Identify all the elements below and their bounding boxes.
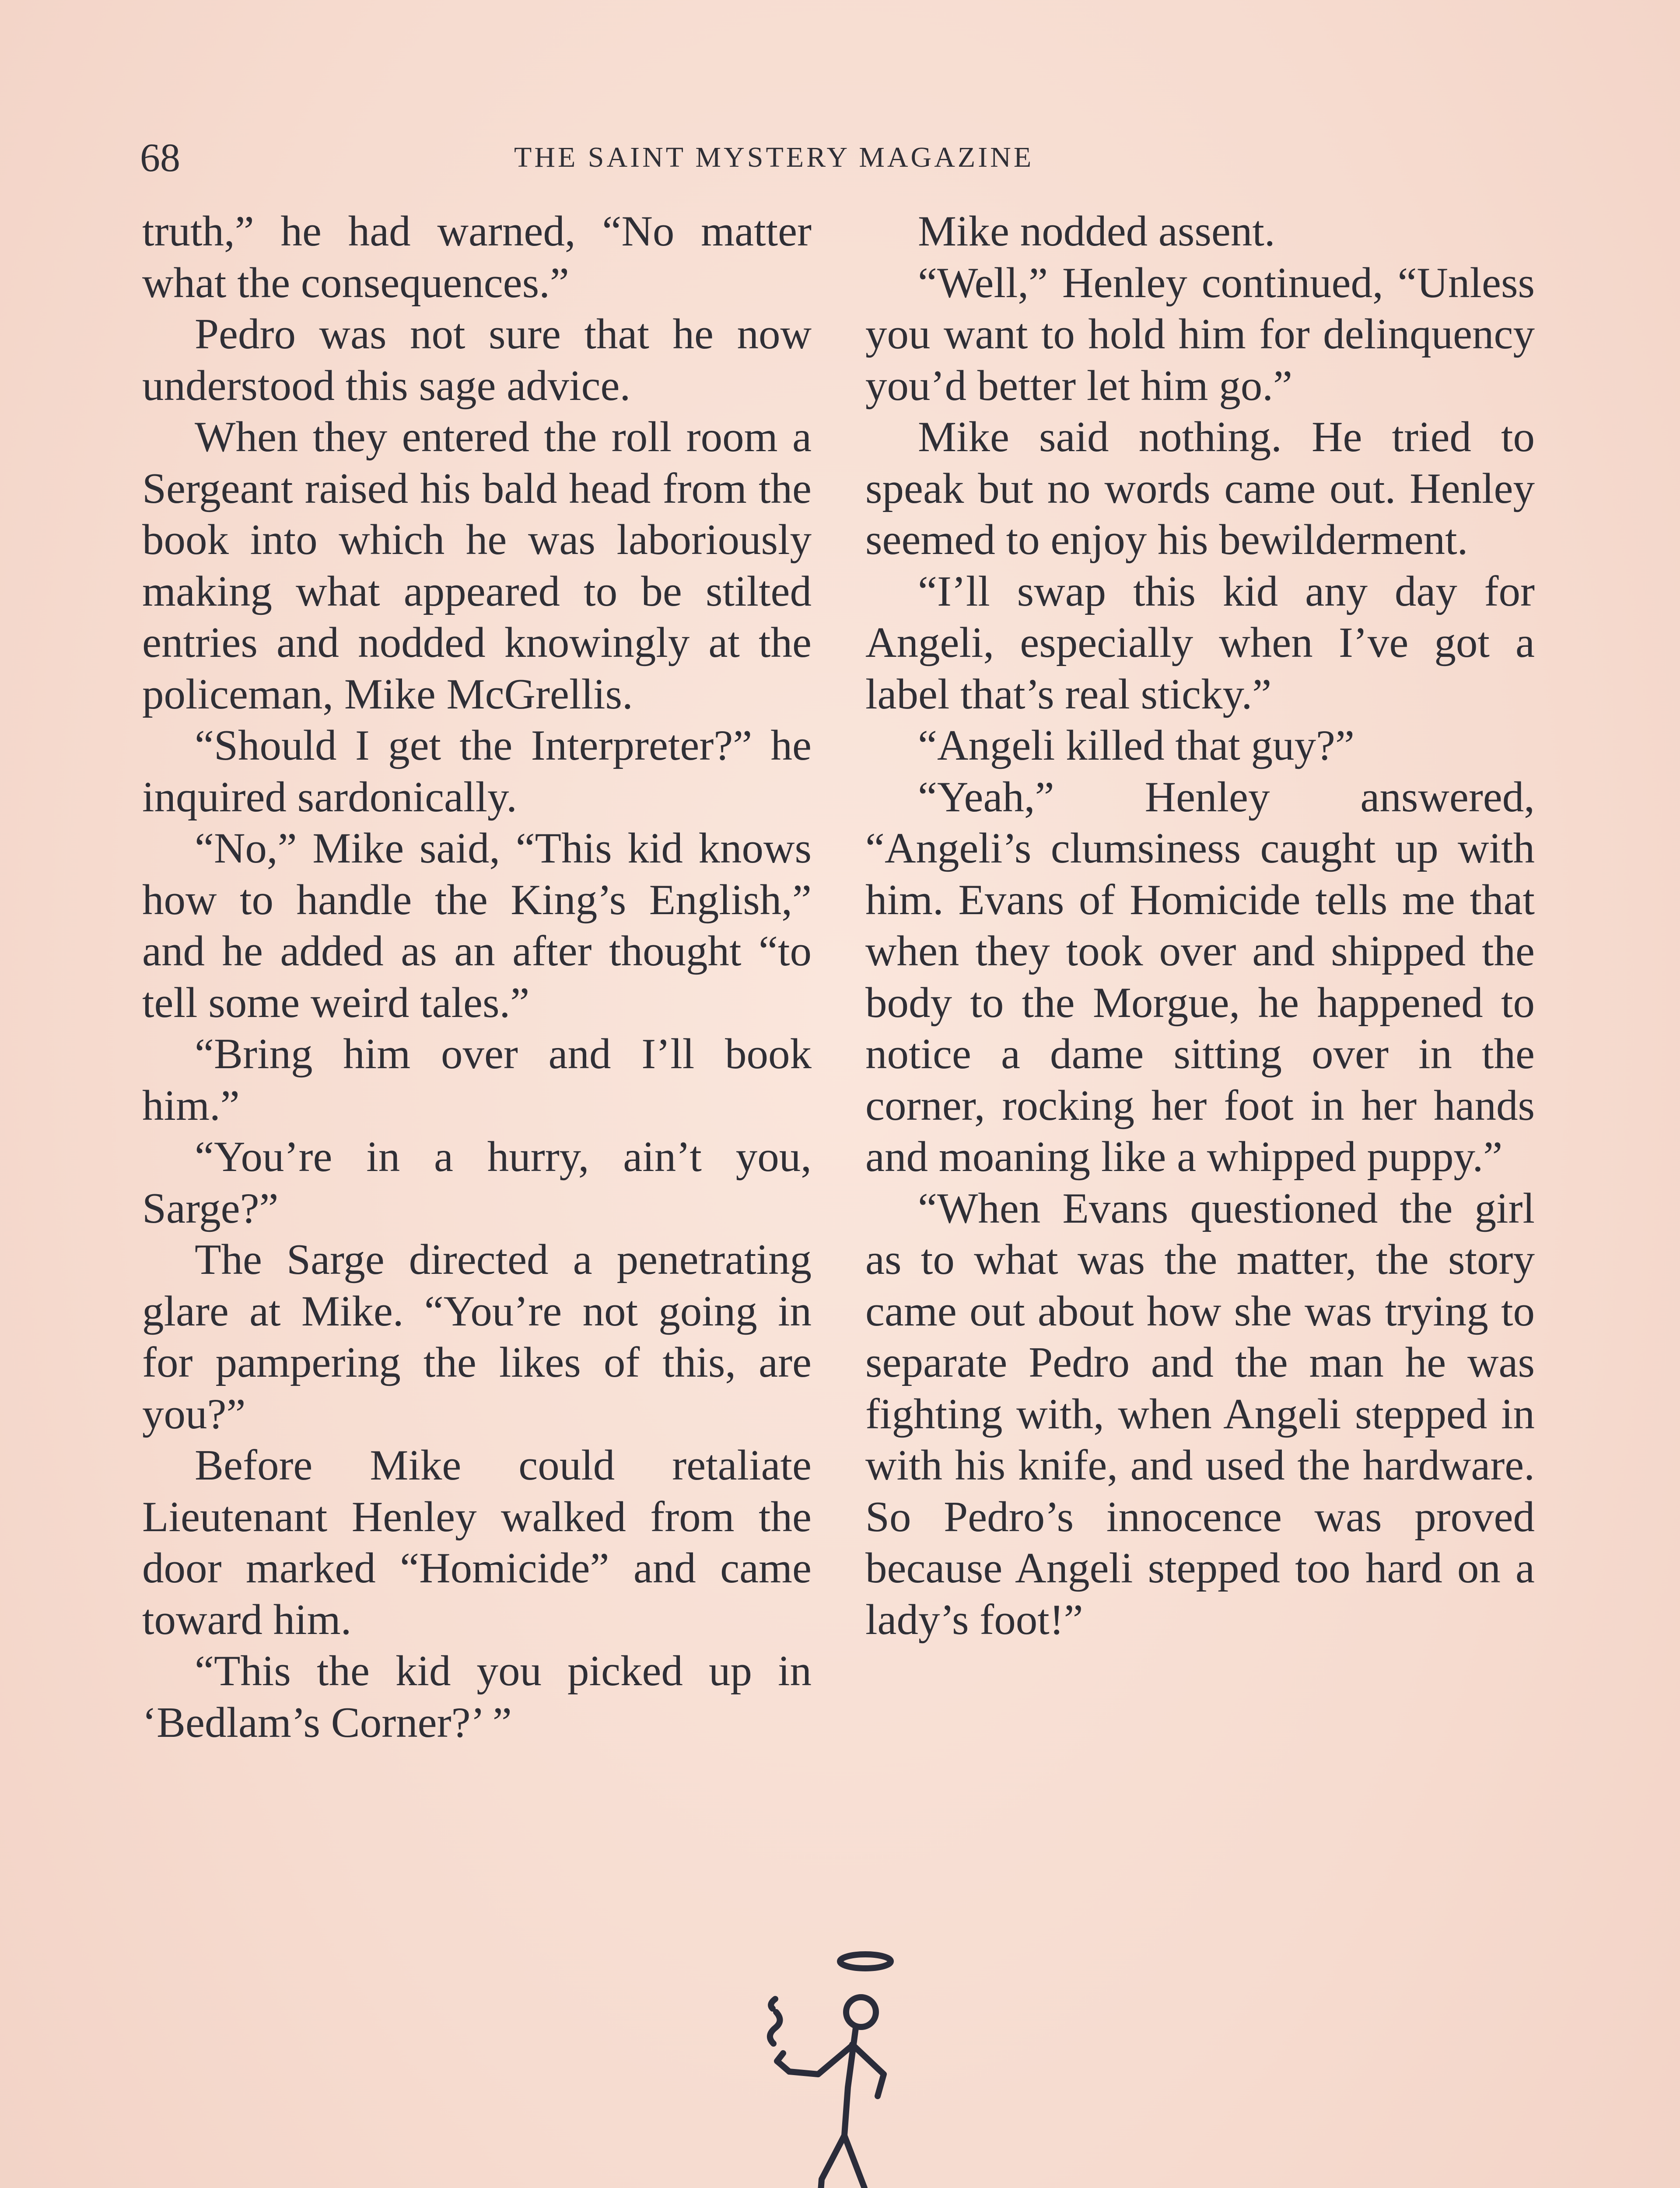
page-header [140,131,1540,184]
left-arm [789,2046,851,2074]
paragraph: truth,” he had warned, “No matter what the consequences.” [142,207,812,307]
paragraph: When they entered the roll room a Sergeant raised his bald head from the book into which he was laboriously making what appeared to be stilted entries and nodded knowingly at the policeman, Mike McGrellis. [142,413,812,718]
hand [777,2053,789,2072]
saint-stick-figure-icon [752,1943,936,2188]
paragraph: “No,” Mike said, “This kid knows how to handle the King’s English,” and he added as an after thought “to tell some weird tales.” [142,824,812,1027]
left-text-column [142,206,812,1748]
paragraph: Mike nodded assent. [918,207,1275,255]
paragraph: “I’ll swap this kid any day for Angeli, especially when I’ve got a label that’s real sticky.” [865,567,1535,718]
paragraph: The Sarge directed a penetrating glare at Mike. “You’re not going in for pampering the likes of this, are you?” [142,1236,812,1438]
running-title: THE SAINT MYSTERY MAGAZINE [514,141,1034,173]
left-leg [788,2135,844,2188]
paragraph: “Angeli killed that guy?” [918,722,1354,769]
page-number: 68 [140,135,180,180]
paragraph: “This the kid you picked up in ‘Bedlam’s Corner?’ ” [142,1647,812,1746]
paragraph: Mike said nothing. He tried to speak but no words came out. Henley seemed to enjoy his bewilderment. [865,413,1535,564]
right-leg [844,2135,879,2188]
paragraph: “Yeah,” Henley answered, “Angeli’s clumsiness caught up with him. Evans of Homicide tells me that when they took over and shipped the body to the Morgue, he happened to notice a dame sitting over in the corner, rocking her foot in her hands and moaning like a whipped puppy.” [865,773,1535,1181]
smoke [770,2012,780,2044]
paragraph: “You’re in a hurry, ain’t you, Sarge?” [142,1133,812,1232]
head [846,1997,876,2027]
paragraph: Pedro was not sure that he now understood this sage advice. [142,310,812,410]
paragraph: “Bring him over and I’ll book him.” [142,1030,812,1129]
paragraph: “Should I get the Interpreter?” he inquired sardonically. [142,722,812,821]
smoke [771,1999,775,2009]
right-arm [852,2044,884,2096]
paragraph: “When Evans questioned the girl as to what was the matter, the story came out about how she was trying to separate Pedro and the man he was fighting with, when Angeli stepped in with his knife, and used the hardware. So Pedro’s innocence was proved because Angeli stepped too hard on a lady’s foot!” [865,1184,1535,1644]
paragraph: “Well,” Henley continued, “Unless you want to hold him for delinquency you’d better let him go.” [865,259,1535,410]
halo [840,1954,891,1968]
paragraph: Before Mike could retaliate Lieutenant Henley walked from the door marked “Homicide” and came toward him. [142,1441,812,1644]
right-text-column [865,206,1535,1645]
